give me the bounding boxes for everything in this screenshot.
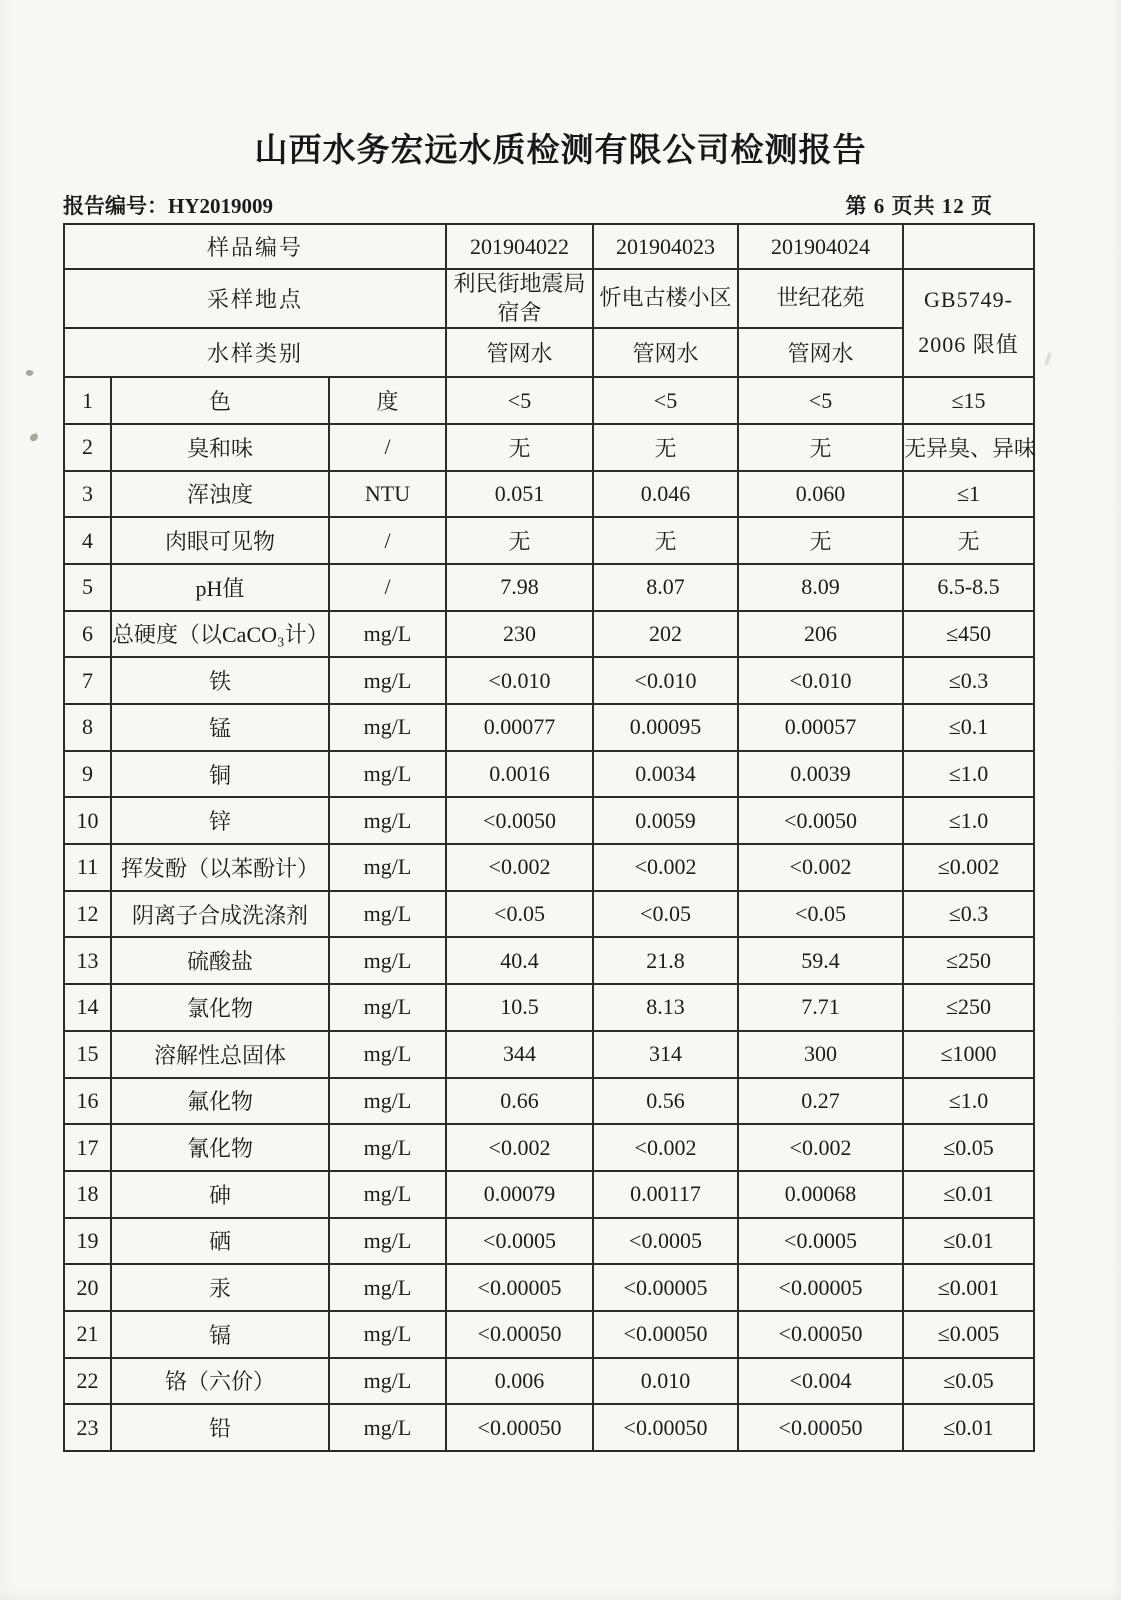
- unit-cell: /: [329, 424, 446, 471]
- results-table: [63, 223, 1035, 1452]
- results-tbody: [64, 224, 1037, 1451]
- sample2-value-cell: <0.010: [593, 657, 738, 704]
- unit-cell: mg/L: [329, 891, 446, 938]
- row-number-cell: 5: [64, 564, 111, 611]
- row-number-cell: 17: [64, 1124, 111, 1171]
- sample2-value-cell: <5: [593, 377, 738, 424]
- table-row: [64, 1404, 1034, 1451]
- param-name-cell: 色: [111, 377, 329, 424]
- unit-cell: mg/L: [329, 937, 446, 984]
- limit-value-cell: ≤15: [903, 377, 1034, 424]
- sample3-value-cell: 59.4: [738, 937, 903, 984]
- table-row: [64, 1171, 1034, 1218]
- table-row: [64, 937, 1034, 984]
- sample3-type-cell: 管网水: [738, 328, 903, 377]
- table-row: [64, 1218, 1034, 1265]
- table-row: [64, 1358, 1034, 1405]
- unit-cell: mg/L: [329, 1078, 446, 1125]
- unit-cell: /: [329, 564, 446, 611]
- unit-cell: mg/L: [329, 657, 446, 704]
- sample3-value-cell: 0.27: [738, 1078, 903, 1125]
- param-name-cell: 铁: [111, 657, 329, 704]
- limit-value-cell: ≤450: [903, 611, 1034, 658]
- sample1-value-cell: 0.66: [446, 1078, 593, 1125]
- param-name-cell: 锌: [111, 797, 329, 844]
- sample3-value-cell: <0.00005: [738, 1264, 903, 1311]
- sample3-value-cell: <0.00050: [738, 1404, 903, 1451]
- sample3-value-cell: 0.00068: [738, 1171, 903, 1218]
- limit-value-cell: ≤0.3: [903, 657, 1034, 704]
- param-name-cell: 铅: [111, 1404, 329, 1451]
- sample3-value-cell: 8.09: [738, 564, 903, 611]
- sample1-type-cell: 管网水: [446, 328, 593, 377]
- limit-value-cell: ≤0.01: [903, 1218, 1034, 1265]
- sample2-value-cell: <0.00050: [593, 1311, 738, 1358]
- param-name-cell: 溶解性总固体: [111, 1031, 329, 1078]
- header-row-location: [64, 269, 1034, 328]
- sample1-value-cell: 0.00079: [446, 1171, 593, 1218]
- param-name-cell: 阴离子合成洗涤剂: [111, 891, 329, 938]
- limit-value-cell: ≤0.001: [903, 1264, 1034, 1311]
- sample2-location-cell: 忻电古楼小区: [593, 269, 738, 328]
- row-number-cell: 23: [64, 1404, 111, 1451]
- limit-value-cell: ≤0.01: [903, 1404, 1034, 1451]
- limit-standard-line1: GB5749-: [924, 286, 1013, 312]
- sample3-value-cell: 0.00057: [738, 704, 903, 751]
- sample1-value-cell: 10.5: [446, 984, 593, 1031]
- table-row: [64, 797, 1034, 844]
- limit-value-cell: ≤0.005: [903, 1311, 1034, 1358]
- unit-cell: mg/L: [329, 1031, 446, 1078]
- param-name-cell: 总硬度（以CaCO₃计）: [111, 611, 329, 658]
- limit-value-cell: ≤1.0: [903, 797, 1034, 844]
- limit-value-cell: ≤1.0: [903, 751, 1034, 798]
- param-name-cell: 挥发酚（以苯酚计）: [111, 844, 329, 891]
- table-row: [64, 564, 1034, 611]
- sample1-id-cell: 201904022: [446, 224, 593, 269]
- sample1-value-cell: <0.002: [446, 1124, 593, 1171]
- param-name-cell: 汞: [111, 1264, 329, 1311]
- sample1-value-cell: 7.98: [446, 564, 593, 611]
- param-name-cell: 氟化物: [111, 1078, 329, 1125]
- sample3-value-cell: 300: [738, 1031, 903, 1078]
- unit-cell: mg/L: [329, 1218, 446, 1265]
- limit-standard-text: [904, 272, 1033, 375]
- scan-speck: [1044, 352, 1052, 367]
- limit-value-cell: ≤0.05: [903, 1358, 1034, 1405]
- sample2-value-cell: 21.8: [593, 937, 738, 984]
- header-row-sample-id: [64, 224, 1034, 269]
- unit-cell: mg/L: [329, 797, 446, 844]
- unit-cell: mg/L: [329, 1311, 446, 1358]
- sample1-location-cell: 利民街地震局宿舍: [446, 269, 593, 328]
- table-row: [64, 1078, 1034, 1125]
- sample1-value-cell: <5: [446, 377, 593, 424]
- limit-value-cell: ≤250: [903, 937, 1034, 984]
- unit-cell: /: [329, 517, 446, 564]
- row-number-cell: 3: [64, 471, 111, 518]
- row-number-cell: 18: [64, 1171, 111, 1218]
- sample3-value-cell: 206: [738, 611, 903, 658]
- sample3-value-cell: 无: [738, 517, 903, 564]
- sample3-value-cell: 0.0039: [738, 751, 903, 798]
- param-name-cell: 氯化物: [111, 984, 329, 1031]
- unit-cell: 度: [329, 377, 446, 424]
- limit-value-cell: ≤0.01: [903, 1171, 1034, 1218]
- row-number-cell: 19: [64, 1218, 111, 1265]
- sample2-type-cell: 管网水: [593, 328, 738, 377]
- row-number-cell: 7: [64, 657, 111, 704]
- sample2-value-cell: 0.046: [593, 471, 738, 518]
- param-name-cell: 肉眼可见物: [111, 517, 329, 564]
- sample1-value-cell: 40.4: [446, 937, 593, 984]
- sample1-value-cell: <0.05: [446, 891, 593, 938]
- sample3-value-cell: 7.71: [738, 984, 903, 1031]
- unit-cell: mg/L: [329, 1358, 446, 1405]
- sample1-value-cell: 0.006: [446, 1358, 593, 1405]
- param-name-cell: 浑浊度: [111, 471, 329, 518]
- sample-id-label-cell: 样品编号: [64, 224, 446, 269]
- sample3-value-cell: 无: [738, 424, 903, 471]
- sample3-value-cell: <0.0005: [738, 1218, 903, 1265]
- unit-cell: mg/L: [329, 1404, 446, 1451]
- unit-cell: mg/L: [329, 611, 446, 658]
- sample1-value-cell: <0.0005: [446, 1218, 593, 1265]
- row-number-cell: 10: [64, 797, 111, 844]
- row-number-cell: 20: [64, 1264, 111, 1311]
- unit-cell: mg/L: [329, 704, 446, 751]
- sample2-value-cell: 无: [593, 517, 738, 564]
- table-row: [64, 471, 1034, 518]
- param-name-cell: pH值: [111, 564, 329, 611]
- sample2-value-cell: <0.002: [593, 844, 738, 891]
- limit-standard-header-cell: [903, 269, 1034, 377]
- limit-value-cell: 6.5-8.5: [903, 564, 1034, 611]
- limit-standard-line2: 2006 限值: [918, 332, 1019, 358]
- sample3-value-cell: <0.00050: [738, 1311, 903, 1358]
- sample3-value-cell: <0.002: [738, 1124, 903, 1171]
- row-number-cell: 4: [64, 517, 111, 564]
- sample2-value-cell: 0.010: [593, 1358, 738, 1405]
- limit-value-cell: 无异臭、异味: [903, 424, 1034, 471]
- sample2-value-cell: 无: [593, 424, 738, 471]
- sample2-value-cell: 8.07: [593, 564, 738, 611]
- sample2-value-cell: <0.002: [593, 1124, 738, 1171]
- table-row: [64, 517, 1034, 564]
- sample2-value-cell: 0.00117: [593, 1171, 738, 1218]
- row-number-cell: 2: [64, 424, 111, 471]
- sample3-id-cell: 201904024: [738, 224, 903, 269]
- param-name-cell: 硒: [111, 1218, 329, 1265]
- limit-value-cell: ≤1000: [903, 1031, 1034, 1078]
- sample1-value-cell: <0.00050: [446, 1311, 593, 1358]
- sample1-value-cell: 344: [446, 1031, 593, 1078]
- sample2-id-cell: 201904023: [593, 224, 738, 269]
- table-row: [64, 377, 1034, 424]
- row-number-cell: 21: [64, 1311, 111, 1358]
- param-name-cell: 镉: [111, 1311, 329, 1358]
- unit-cell: mg/L: [329, 844, 446, 891]
- sample1-value-cell: <0.00050: [446, 1404, 593, 1451]
- param-name-cell: 硫酸盐: [111, 937, 329, 984]
- limit-value-cell: ≤1: [903, 471, 1034, 518]
- sample1-value-cell: 无: [446, 424, 593, 471]
- param-name-cell: 砷: [111, 1171, 329, 1218]
- row-number-cell: 6: [64, 611, 111, 658]
- sample1-value-cell: 230: [446, 611, 593, 658]
- row-number-cell: 15: [64, 1031, 111, 1078]
- location-label-cell: 采样地点: [64, 269, 446, 328]
- row-number-cell: 16: [64, 1078, 111, 1125]
- unit-cell: NTU: [329, 471, 446, 518]
- sample3-value-cell: <0.002: [738, 844, 903, 891]
- sample2-value-cell: 314: [593, 1031, 738, 1078]
- table-row: [64, 657, 1034, 704]
- param-name-cell: 铬（六价）: [111, 1358, 329, 1405]
- sample2-value-cell: 0.00095: [593, 704, 738, 751]
- report-meta-line: [63, 190, 993, 220]
- sample1-value-cell: <0.010: [446, 657, 593, 704]
- table-row: [64, 751, 1034, 798]
- table-row: [64, 611, 1034, 658]
- sample2-value-cell: <0.00050: [593, 1404, 738, 1451]
- sample1-value-cell: <0.00005: [446, 1264, 593, 1311]
- sample3-value-cell: <0.004: [738, 1358, 903, 1405]
- limit-value-cell: ≤0.3: [903, 891, 1034, 938]
- param-name-cell: 锰: [111, 704, 329, 751]
- table-row: [64, 844, 1034, 891]
- sample3-location-cell: 世纪花苑: [738, 269, 903, 328]
- table-row: [64, 1031, 1034, 1078]
- unit-cell: mg/L: [329, 984, 446, 1031]
- table-row: [64, 891, 1034, 938]
- param-name-cell: 臭和味: [111, 424, 329, 471]
- limit-value-cell: 无: [903, 517, 1034, 564]
- row-number-cell: 14: [64, 984, 111, 1031]
- sample2-value-cell: 0.0034: [593, 751, 738, 798]
- table-row: [64, 424, 1034, 471]
- table-row: [64, 1264, 1034, 1311]
- scan-speck: [29, 433, 39, 442]
- unit-cell: mg/L: [329, 1124, 446, 1171]
- unit-cell: mg/L: [329, 1264, 446, 1311]
- row-number-cell: 22: [64, 1358, 111, 1405]
- sample1-value-cell: <0.002: [446, 844, 593, 891]
- sample3-value-cell: <0.05: [738, 891, 903, 938]
- sample2-value-cell: 202: [593, 611, 738, 658]
- sample3-value-cell: <5: [738, 377, 903, 424]
- limit-empty-cell: [903, 224, 1034, 269]
- row-number-cell: 9: [64, 751, 111, 798]
- limit-value-cell: ≤250: [903, 984, 1034, 1031]
- row-number-cell: 8: [64, 704, 111, 751]
- sample2-value-cell: <0.00005: [593, 1264, 738, 1311]
- sample1-value-cell: 0.051: [446, 471, 593, 518]
- page-indicator: 第 6 页共 12 页: [845, 194, 993, 218]
- table-row: [64, 984, 1034, 1031]
- sample3-value-cell: <0.0050: [738, 797, 903, 844]
- row-number-cell: 1: [64, 377, 111, 424]
- sample1-value-cell: 0.00077: [446, 704, 593, 751]
- limit-value-cell: ≤0.1: [903, 704, 1034, 751]
- row-number-cell: 12: [64, 891, 111, 938]
- param-name-cell: 氰化物: [111, 1124, 329, 1171]
- water-type-label-cell: 水样类别: [64, 328, 446, 377]
- sample3-value-cell: <0.010: [738, 657, 903, 704]
- sample3-value-cell: 0.060: [738, 471, 903, 518]
- limit-value-cell: ≤0.05: [903, 1124, 1034, 1171]
- sample2-value-cell: 0.56: [593, 1078, 738, 1125]
- table-row: [64, 1124, 1034, 1171]
- page-title: 山西水务宏远水质检测有限公司检测报告: [254, 131, 867, 168]
- row-number-cell: 13: [64, 937, 111, 984]
- sample1-value-cell: 0.0016: [446, 751, 593, 798]
- sample1-value-cell: 无: [446, 517, 593, 564]
- header-row-water-type: [64, 328, 1034, 377]
- unit-cell: mg/L: [329, 1171, 446, 1218]
- unit-cell: mg/L: [329, 751, 446, 798]
- sample1-value-cell: <0.0050: [446, 797, 593, 844]
- limit-value-cell: ≤1.0: [903, 1078, 1034, 1125]
- limit-value-cell: ≤0.002: [903, 844, 1034, 891]
- param-name-cell: 铜: [111, 751, 329, 798]
- table-row: [64, 1311, 1034, 1358]
- sample2-value-cell: 0.0059: [593, 797, 738, 844]
- scan-speck: [25, 369, 34, 377]
- sample2-value-cell: <0.0005: [593, 1218, 738, 1265]
- sample2-value-cell: 8.13: [593, 984, 738, 1031]
- row-number-cell: 11: [64, 844, 111, 891]
- table-row: [64, 704, 1034, 751]
- sample2-value-cell: <0.05: [593, 891, 738, 938]
- report-number: 报告编号：HY2019009: [63, 194, 273, 218]
